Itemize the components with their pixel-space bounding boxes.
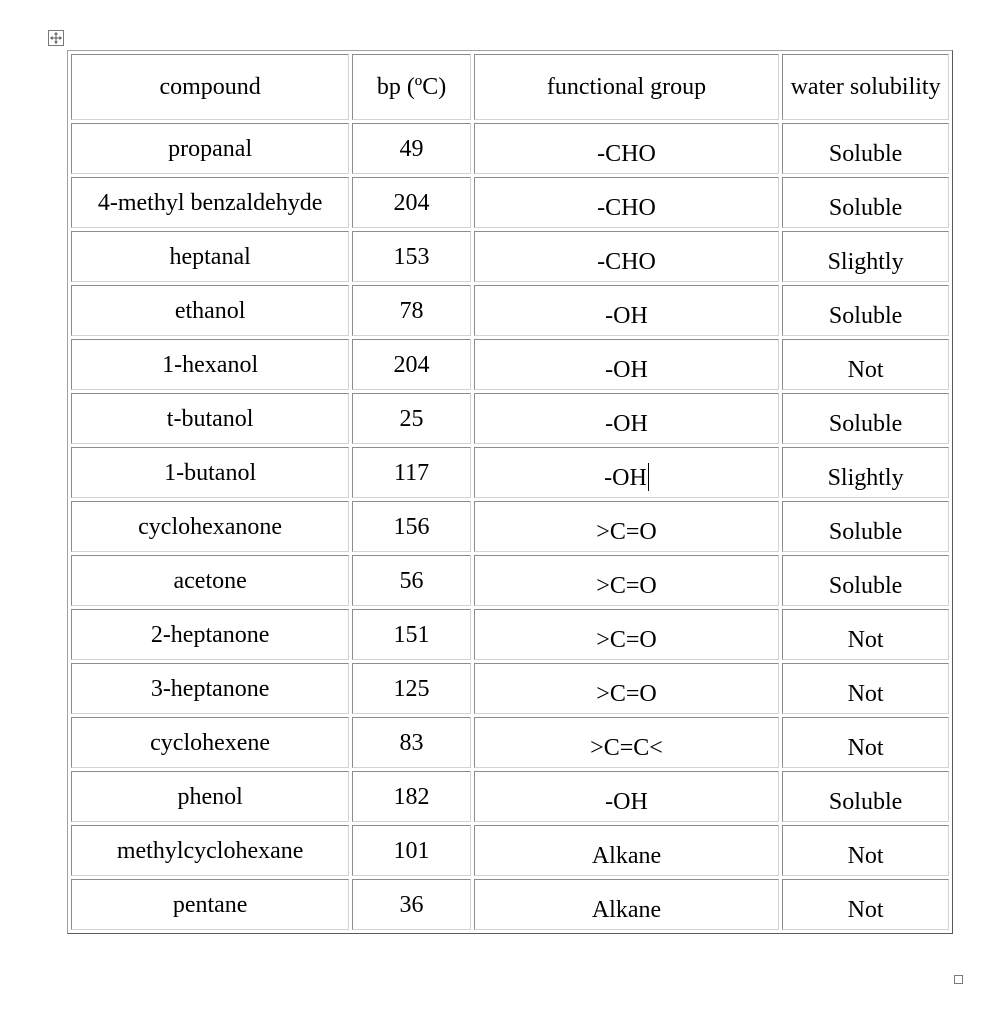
cell-functional-group[interactable]: [474, 393, 779, 444]
cell-water-solubility[interactable]: [782, 879, 949, 930]
table-row: [71, 663, 949, 714]
cell-water-solubility-text: Slightly: [827, 465, 904, 491]
cell-functional-group[interactable]: [474, 231, 779, 282]
cell-bp-text: 156: [393, 514, 430, 540]
cell-functional-group[interactable]: [474, 447, 779, 498]
cell-bp[interactable]: [352, 447, 471, 498]
cell-functional-group-text: -OH: [605, 357, 648, 383]
table-row: [71, 447, 949, 498]
cell-functional-group[interactable]: [474, 501, 779, 552]
cell-bp[interactable]: [352, 123, 471, 174]
cell-water-solubility[interactable]: [782, 339, 949, 390]
header-functional-group[interactable]: functional group: [474, 54, 779, 120]
table-row: [71, 879, 949, 930]
compound-table: [67, 50, 953, 934]
cell-water-solubility-text: Soluble: [828, 411, 903, 437]
cell-functional-group-text: >C=C<: [590, 735, 663, 761]
cell-water-solubility-text: Not: [847, 681, 884, 707]
cell-bp-text: 125: [393, 676, 430, 702]
cell-water-solubility-text: Not: [847, 843, 884, 869]
table-row: [71, 177, 949, 228]
cell-compound[interactable]: [71, 447, 349, 498]
cell-water-solubility-text: Slightly: [827, 249, 904, 275]
cell-compound[interactable]: [71, 501, 349, 552]
cell-functional-group[interactable]: [474, 879, 779, 930]
cell-bp[interactable]: [352, 771, 471, 822]
cell-functional-group-text: -OH: [605, 411, 648, 437]
cell-functional-group-text: -CHO: [597, 195, 656, 221]
cell-functional-group-text: -OH: [605, 789, 648, 815]
cell-water-solubility[interactable]: [782, 447, 949, 498]
cell-compound-text: phenol: [177, 784, 243, 810]
cell-compound[interactable]: [71, 285, 349, 336]
cell-compound[interactable]: [71, 825, 349, 876]
cell-functional-group-text: -OH: [605, 303, 648, 329]
cell-functional-group-text: -OH: [604, 465, 647, 491]
cell-bp-text: 153: [393, 244, 430, 270]
cell-compound[interactable]: [71, 609, 349, 660]
cell-functional-group[interactable]: [474, 339, 779, 390]
cell-water-solubility-text: Not: [847, 627, 884, 653]
cell-water-solubility-text: Soluble: [828, 519, 903, 545]
cell-compound-text: t-butanol: [166, 406, 254, 432]
cell-bp[interactable]: [352, 609, 471, 660]
table-row: [71, 339, 949, 390]
cell-compound[interactable]: [71, 717, 349, 768]
cell-functional-group-text: -CHO: [597, 141, 656, 167]
cell-compound[interactable]: [71, 177, 349, 228]
table-row: [71, 393, 949, 444]
cell-compound-text: cyclohexanone: [138, 514, 283, 540]
text-cursor: [648, 463, 649, 491]
cell-compound[interactable]: [71, 879, 349, 930]
table-row: [71, 123, 949, 174]
table-row: [71, 231, 949, 282]
cell-bp-text: 36: [399, 892, 424, 918]
cell-water-solubility[interactable]: [782, 231, 949, 282]
cell-functional-group-text: Alkane: [591, 843, 662, 869]
cell-bp[interactable]: [352, 501, 471, 552]
cell-compound-text: 3-heptanone: [150, 676, 270, 702]
cell-water-solubility-text: Not: [847, 735, 884, 761]
table-row: [71, 609, 949, 660]
cell-compound-text: 4-methyl benzaldehyde: [97, 190, 323, 216]
cell-water-solubility[interactable]: [782, 609, 949, 660]
cell-compound[interactable]: [71, 123, 349, 174]
cell-bp-text: 117: [393, 460, 430, 486]
cell-bp[interactable]: [352, 339, 471, 390]
cell-bp[interactable]: [352, 393, 471, 444]
header-bp[interactable]: bp (ºC): [352, 54, 471, 120]
cell-bp-text: 25: [399, 406, 424, 432]
cell-functional-group-text: >C=O: [596, 681, 657, 707]
cell-water-solubility[interactable]: [782, 771, 949, 822]
cell-water-solubility[interactable]: [782, 555, 949, 606]
cell-compound[interactable]: [71, 555, 349, 606]
cell-water-solubility-text: Not: [847, 357, 884, 383]
cell-functional-group-text: >C=O: [596, 519, 657, 545]
cell-functional-group[interactable]: [474, 177, 779, 228]
cell-bp-text: 83: [399, 730, 424, 756]
cell-bp[interactable]: [352, 717, 471, 768]
cell-compound[interactable]: [71, 231, 349, 282]
cell-compound-text: pentane: [172, 892, 248, 918]
cell-bp[interactable]: [352, 879, 471, 930]
cell-bp[interactable]: [352, 825, 471, 876]
cell-functional-group[interactable]: [474, 609, 779, 660]
cell-compound-text: acetone: [173, 568, 247, 594]
cell-compound-text: 1-hexanol: [162, 352, 259, 378]
cell-bp-text: 78: [399, 298, 424, 324]
cell-water-solubility-text: Soluble: [828, 141, 903, 167]
cell-water-solubility[interactable]: [782, 285, 949, 336]
cell-functional-group-text: >C=O: [596, 573, 657, 599]
cell-compound-text: 2-heptanone: [150, 622, 270, 648]
cell-bp-text: 182: [393, 784, 430, 810]
cell-bp[interactable]: [352, 231, 471, 282]
cell-functional-group-text: -CHO: [597, 249, 656, 275]
cell-bp[interactable]: [352, 555, 471, 606]
table-row: [71, 717, 949, 768]
cell-compound-text: heptanal: [169, 244, 251, 270]
cell-functional-group[interactable]: [474, 663, 779, 714]
cell-water-solubility[interactable]: [782, 717, 949, 768]
cell-bp-text: 204: [393, 352, 430, 378]
table-row: [71, 825, 949, 876]
cell-functional-group[interactable]: [474, 771, 779, 822]
cell-compound-text: cyclohexene: [150, 730, 271, 756]
cell-functional-group[interactable]: [474, 123, 779, 174]
cell-bp-text: 101: [393, 838, 430, 864]
cell-water-solubility[interactable]: [782, 393, 949, 444]
table-move-handle-icon[interactable]: [48, 30, 64, 46]
cell-compound[interactable]: [71, 663, 349, 714]
cell-bp-text: 49: [399, 136, 424, 162]
cell-bp-text: 151: [393, 622, 430, 648]
cell-water-solubility-text: Soluble: [828, 195, 903, 221]
cell-functional-group[interactable]: [474, 285, 779, 336]
cell-water-solubility-text: Soluble: [828, 303, 903, 329]
cell-bp[interactable]: [352, 285, 471, 336]
header-water-solubility[interactable]: water solubility: [782, 54, 949, 120]
cell-water-solubility-text: Not: [847, 897, 884, 923]
cell-functional-group[interactable]: [474, 825, 779, 876]
table-resize-handle-icon[interactable]: [954, 975, 963, 984]
cell-water-solubility[interactable]: [782, 177, 949, 228]
table-row: [71, 771, 949, 822]
cell-water-solubility-text: Soluble: [828, 789, 903, 815]
cell-functional-group-text: Alkane: [591, 897, 662, 923]
cell-compound-text: 1-butanol: [164, 460, 257, 486]
cell-functional-group-text: >C=O: [596, 627, 657, 653]
cell-compound[interactable]: [71, 393, 349, 444]
cell-compound[interactable]: [71, 771, 349, 822]
cell-water-solubility[interactable]: [782, 825, 949, 876]
header-compound[interactable]: compound: [71, 54, 349, 120]
cell-bp[interactable]: [352, 663, 471, 714]
cell-water-solubility[interactable]: [782, 663, 949, 714]
cell-compound-text: propanal: [168, 136, 253, 162]
cell-water-solubility[interactable]: [782, 501, 949, 552]
cell-functional-group[interactable]: [474, 717, 779, 768]
table-header-row: [71, 54, 949, 120]
table-row: [71, 501, 949, 552]
cell-compound-text: methylcyclohexane: [116, 838, 304, 864]
cell-bp-text: 56: [399, 568, 424, 594]
cell-bp[interactable]: [352, 177, 471, 228]
table-row: [71, 555, 949, 606]
cell-functional-group[interactable]: [474, 555, 779, 606]
cell-water-solubility-text: Soluble: [828, 573, 903, 599]
cell-compound-text: ethanol: [174, 298, 246, 324]
cell-compound[interactable]: [71, 339, 349, 390]
cell-bp-text: 204: [393, 190, 430, 216]
cell-water-solubility[interactable]: [782, 123, 949, 174]
table-row: [71, 285, 949, 336]
